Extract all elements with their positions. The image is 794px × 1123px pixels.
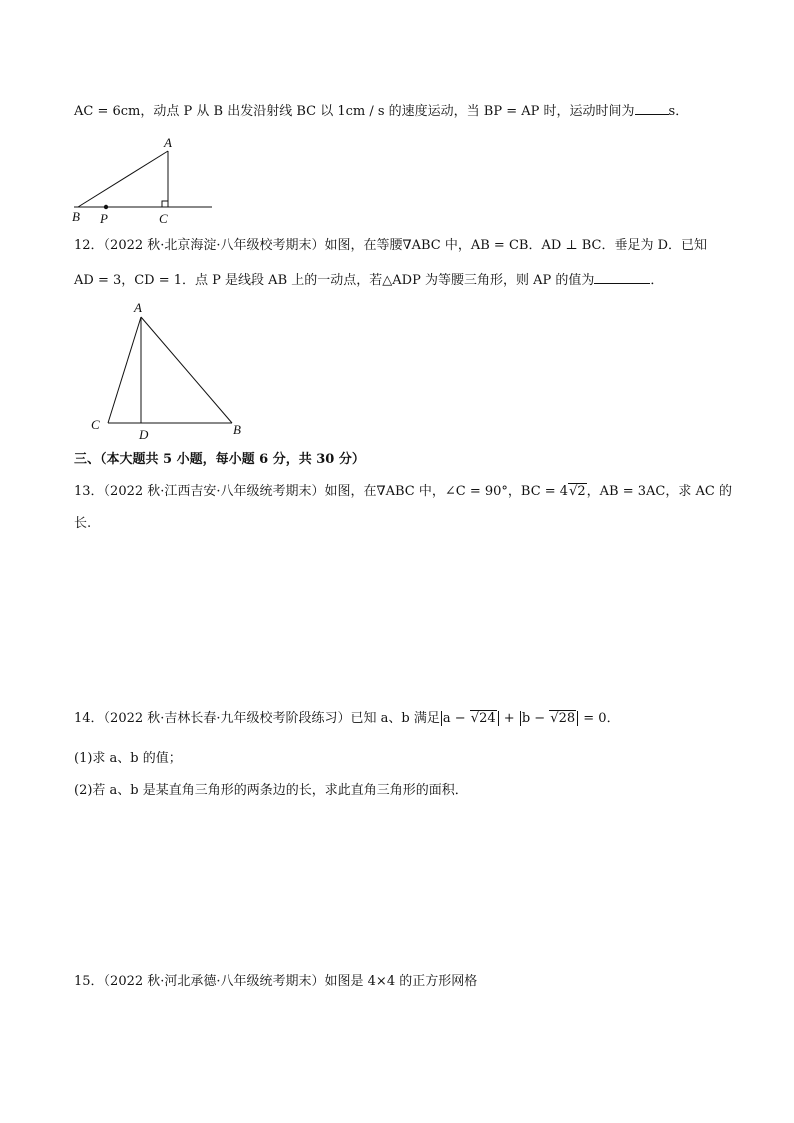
q14-line1-pre: 14．（2022 秋·吉林长春·九年级校考阶段练习）已知 a、b 满足 xyxy=(74,711,440,726)
q13-sqrt: √2 xyxy=(569,484,586,499)
q11-point-p xyxy=(104,205,108,209)
q14-abs1-text: a − xyxy=(442,711,470,726)
q14-sqrt1: √24 xyxy=(470,711,496,726)
q11-text-post: s． xyxy=(668,104,689,119)
q13-line1-post: ，AB = 3AC，求 AC 的 xyxy=(586,484,732,499)
q14-plus: + xyxy=(499,711,519,726)
q13-line2: 长. xyxy=(74,516,92,531)
q11-label-c: C xyxy=(159,211,168,226)
q12-segment-ac xyxy=(108,317,141,423)
q14-line1-post: = 0． xyxy=(579,711,620,726)
q11-answer-blank[interactable] xyxy=(635,102,669,115)
q14-line1 xyxy=(74,710,620,728)
q12-line1: 12．（2022 秋·北京海淀·八年级校考期末）如图，在等腰∇ABC 中，AB = CB．AD ⊥ BC．垂足为 D．已知 xyxy=(74,238,708,253)
q11-text-pre: AC = 6cm，动点 P 从 B 出发沿射线 BC 以 1cm / s 的速度运动，当 BP = AP 时，运动时间为 xyxy=(74,104,635,119)
q12-line2-pre: AD = 3，CD = 1．点 P 是线段 AB 上的一动点，若△ADP 为等腰三角形，则 AP 的值为 xyxy=(74,273,595,288)
q12-label-b: B xyxy=(233,422,241,437)
section3-heading: 三、（本大题共 5 小题，每小题 6 分，共 30 分） xyxy=(74,452,365,467)
q14-part1: (1)求 a、b 的值； xyxy=(74,751,182,766)
q11-segment-ab xyxy=(78,151,168,207)
abs-bar-left-2 xyxy=(520,711,521,726)
q12-label-d: D xyxy=(139,427,149,442)
q14-part2: (2)若 a、b 是某直角三角形的两条边的长，求此直角三角形的面积． xyxy=(74,783,468,798)
q12-line2-post: ． xyxy=(650,273,664,288)
q12-figure xyxy=(88,300,258,445)
q11-label-b: B xyxy=(72,209,80,224)
q11-text xyxy=(74,102,688,121)
q12-label-a: A xyxy=(134,300,142,315)
q14-sqrt2-value: 28 xyxy=(558,711,576,726)
q14-sqrt1-value: 24 xyxy=(479,711,496,726)
q12-answer-blank[interactable] xyxy=(594,271,650,284)
q11-label-p: P xyxy=(100,211,108,226)
q11-label-a: A xyxy=(164,135,172,150)
q15-line1: 15．（2022 秋·河北承德·八年级统考期末）如图是 4×4 的正方形网格 xyxy=(74,974,478,989)
q13-line1 xyxy=(74,483,732,501)
q12-line2 xyxy=(74,271,663,290)
abs-bar-left-1 xyxy=(441,711,442,726)
q14-abs2-text: b − xyxy=(521,711,550,726)
q12-label-c: C xyxy=(91,417,100,432)
q13-line1-pre: 13．（2022 秋·江西吉安·八年级统考期末）如图，在∇ABC 中，∠C = 90°，BC = 4 xyxy=(74,484,569,499)
q14-sqrt2: √28 xyxy=(550,711,576,726)
q13-sqrt-value: 2 xyxy=(577,484,586,499)
q12-segment-ab xyxy=(141,317,232,423)
q11-figure xyxy=(70,135,220,225)
q11-right-angle-mark xyxy=(162,201,168,207)
abs-bar-right-1 xyxy=(498,711,499,726)
abs-bar-right-2 xyxy=(577,711,578,726)
